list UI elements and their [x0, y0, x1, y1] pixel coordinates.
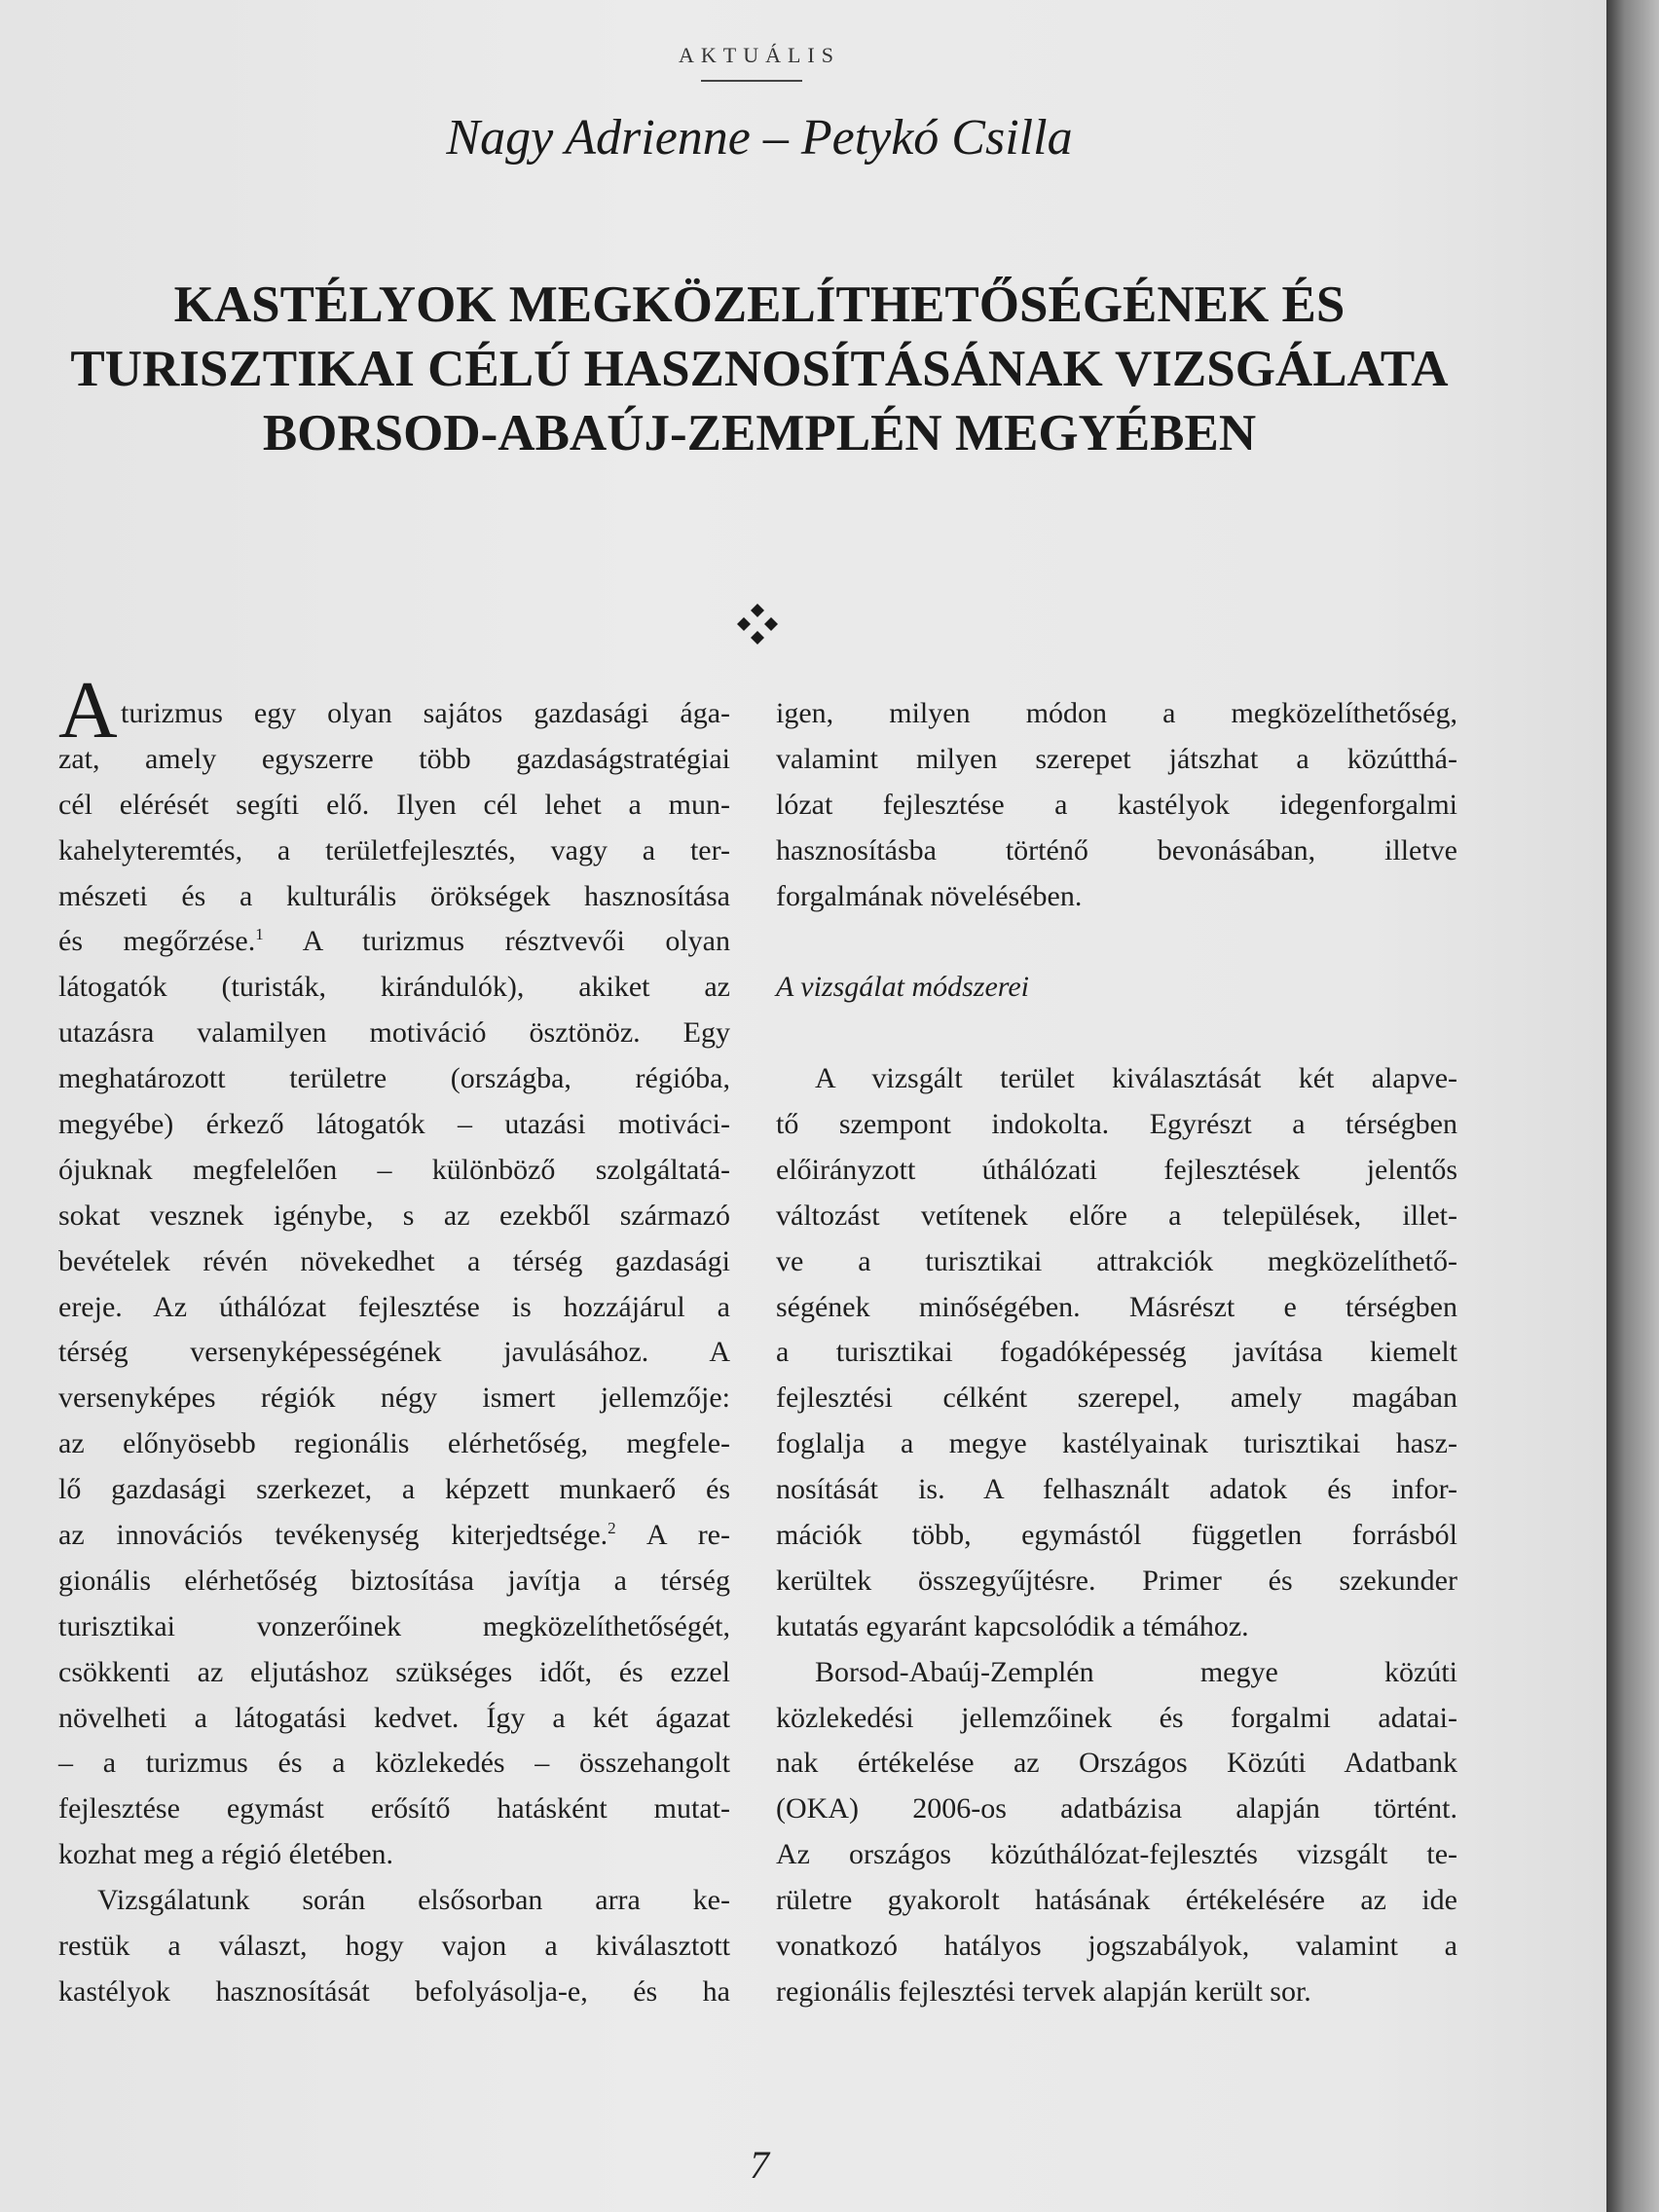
- text-line: kahelyteremtés, a területfejlesztés, vagy a ter-: [58, 833, 730, 866]
- text-line: növelheti a látogatási kedvet. Így a két ágazat: [58, 1701, 730, 1734]
- text-line: Az országos közúthálózat-fejlesztés vizsgált te-: [776, 1838, 1457, 1871]
- text-line: lózat fejlesztése a kastélyok idegenforgalmi: [776, 788, 1457, 821]
- text-line: Borsod-Abaúj-Zemplén megye közúti: [815, 1655, 1457, 1688]
- text-line: restük a választ, hogy vajon a kiválasztott: [58, 1930, 730, 1963]
- text-line: igen, milyen módon a megközelíthetőség,: [776, 697, 1457, 729]
- text-line: ójuknak megfelelően – különböző szolgáltatá-: [58, 1153, 730, 1186]
- text-line: megyébe) érkező látogatók – utazási motiváci-: [58, 1108, 730, 1141]
- text-line: meghatározott területre (országba, régióba,: [58, 1062, 730, 1095]
- page-number: 7: [750, 2143, 769, 2187]
- text-line: kastélyok hasznosítását befolyásolja-e, és ha: [58, 1974, 730, 2008]
- text-line: hasznosításba történő bevonásában, illetve: [776, 833, 1457, 866]
- text-line: a turisztikai fogadóképesség javítása kiemelt: [776, 1336, 1457, 1369]
- text-line: fejlesztése egymást erősítő hatásként mutat-: [58, 1792, 730, 1825]
- text-line: zat, amely egyszerre több gazdaságstratégiai: [58, 742, 730, 775]
- text-line: foglalja a megye kastélyainak turisztikai hasz-: [776, 1427, 1457, 1460]
- footnote-marker[interactable]: 2: [608, 1519, 616, 1538]
- text-line: lő gazdasági szerkezet, a képzett munkaerő és: [58, 1473, 730, 1506]
- text-line: kozhat meg a régió életében.: [58, 1838, 394, 1871]
- text-line: sokat vesznek igénybe, s az ezekből származó: [58, 1198, 730, 1232]
- text-line: valamint milyen szerepet játszhat a közútthá-: [776, 742, 1457, 775]
- drop-cap: A: [58, 665, 118, 756]
- spacer: [776, 919, 1457, 965]
- text-line: bevételek révén növekedhet a térség gazdasági: [58, 1244, 730, 1277]
- text-line: ve a turisztikai attrakciók megközelíthető-: [776, 1244, 1457, 1277]
- text-line: utazásra valamilyen motiváció ösztönöz. Egy: [58, 1016, 730, 1050]
- spacer: [776, 1011, 1457, 1056]
- text-line: versenyképes régiók négy ismert jellemzője:: [58, 1382, 730, 1415]
- article-title: [58, 273, 1460, 465]
- text-line: az előnyösebb regionális elérhetőség, megfele-: [58, 1427, 730, 1460]
- text-line: – a turizmus és a közlekedés – összehangolt: [58, 1747, 730, 1780]
- article-authors: Nagy Adrienne – Petykó Csilla: [446, 110, 1073, 166]
- text-line: forgalmának növelésében.: [776, 879, 1083, 912]
- text-line: vonatkozó hatályos jogszabályok, valamint a: [776, 1930, 1457, 1963]
- text-line: A turizmus egy olyan sajátos gazdasági ága-: [58, 665, 730, 756]
- text-line: rületre gyakorolt hatásának értékelésére az ide: [776, 1884, 1457, 1917]
- text-line: mészeti és a kulturális örökségek hasznosítása: [58, 879, 730, 912]
- text-line: nosítását is. A felhasznált adatok és infor-: [776, 1473, 1457, 1506]
- title-line: KASTÉLYOK MEGKÖZELÍTHETŐSÉGÉNEK ÉS: [173, 276, 1346, 333]
- text-line: fejlesztési célként szerepel, amely magában: [776, 1382, 1457, 1415]
- section-subheading: A vizsgálat módszerei: [776, 971, 1029, 1004]
- text-line: nak értékelése az Országos Közúti Adatbank: [776, 1747, 1457, 1780]
- text-line: változást vetítenek előre a települések, illet-: [776, 1198, 1457, 1232]
- footnote-marker[interactable]: 1: [255, 925, 264, 944]
- text-line: kutatás egyaránt kapcsolódik a témához.: [776, 1609, 1249, 1642]
- right-column: [776, 691, 1457, 2015]
- text-line: térség versenyképességének javulásához. A: [58, 1336, 730, 1369]
- text-line: turisztikai vonzerőinek megközelíthetőségét,: [58, 1609, 730, 1642]
- binding-edge: [1606, 0, 1659, 2212]
- section-label: AKTUÁLIS: [679, 43, 840, 67]
- text-line: és megőrzése.$^1$ A turizmus résztvevői olyan: [58, 925, 730, 958]
- text-line: ereje. Az úthálózat fejlesztése is hozzájárul a: [58, 1290, 730, 1323]
- left-column: [58, 665, 730, 2015]
- title-line: TURISZTIKAI CÉLÚ HASZNOSÍTÁSÁNAK VIZSGÁLATA: [70, 341, 1449, 397]
- text-line: látogatók (turisták, kirándulók), akiket az: [58, 971, 730, 1004]
- text-line: cél elérését segíti elő. Ilyen cél lehet a mun-: [58, 788, 730, 821]
- text-line: A vizsgált terület kiválasztását két alapve-: [815, 1062, 1457, 1095]
- text-line: (OKA) 2006-os adatbázisa alapján történt.: [776, 1792, 1457, 1825]
- text-line: Vizsgálatunk során elsősorban arra ke-: [97, 1884, 730, 1917]
- text-line: előirányzott úthálózati fejlesztések jelentős: [776, 1153, 1457, 1186]
- text-line: közlekedési jellemzőinek és forgalmi adatai-: [776, 1701, 1457, 1734]
- text-line: csökkenti az eljutáshoz szükséges időt, és ezzel: [58, 1655, 730, 1688]
- text-line: tő szempont indokolta. Egyrészt a térségben: [776, 1108, 1457, 1141]
- text-line: regionális fejlesztési tervek alapján került sor.: [776, 1974, 1311, 2008]
- text-line: ségének minőségében. Másrészt e térségben: [776, 1290, 1457, 1323]
- four-diamond-ornament-icon: [735, 602, 780, 646]
- text-line: kerültek összegyűjtésre. Primer és szekunder: [776, 1564, 1457, 1597]
- section-rule: [701, 80, 802, 82]
- text-line: az innovációs tevékenység kiterjedtsége.$^2$ A re-: [58, 1519, 730, 1552]
- text-line: gionális elérhetőség biztosítása javítja a térség: [58, 1564, 730, 1597]
- text-line: mációk több, egymástól független forrásból: [776, 1519, 1457, 1552]
- title-line: BORSOD-ABAÚJ-ZEMPLÉN MEGYÉBEN: [262, 405, 1257, 461]
